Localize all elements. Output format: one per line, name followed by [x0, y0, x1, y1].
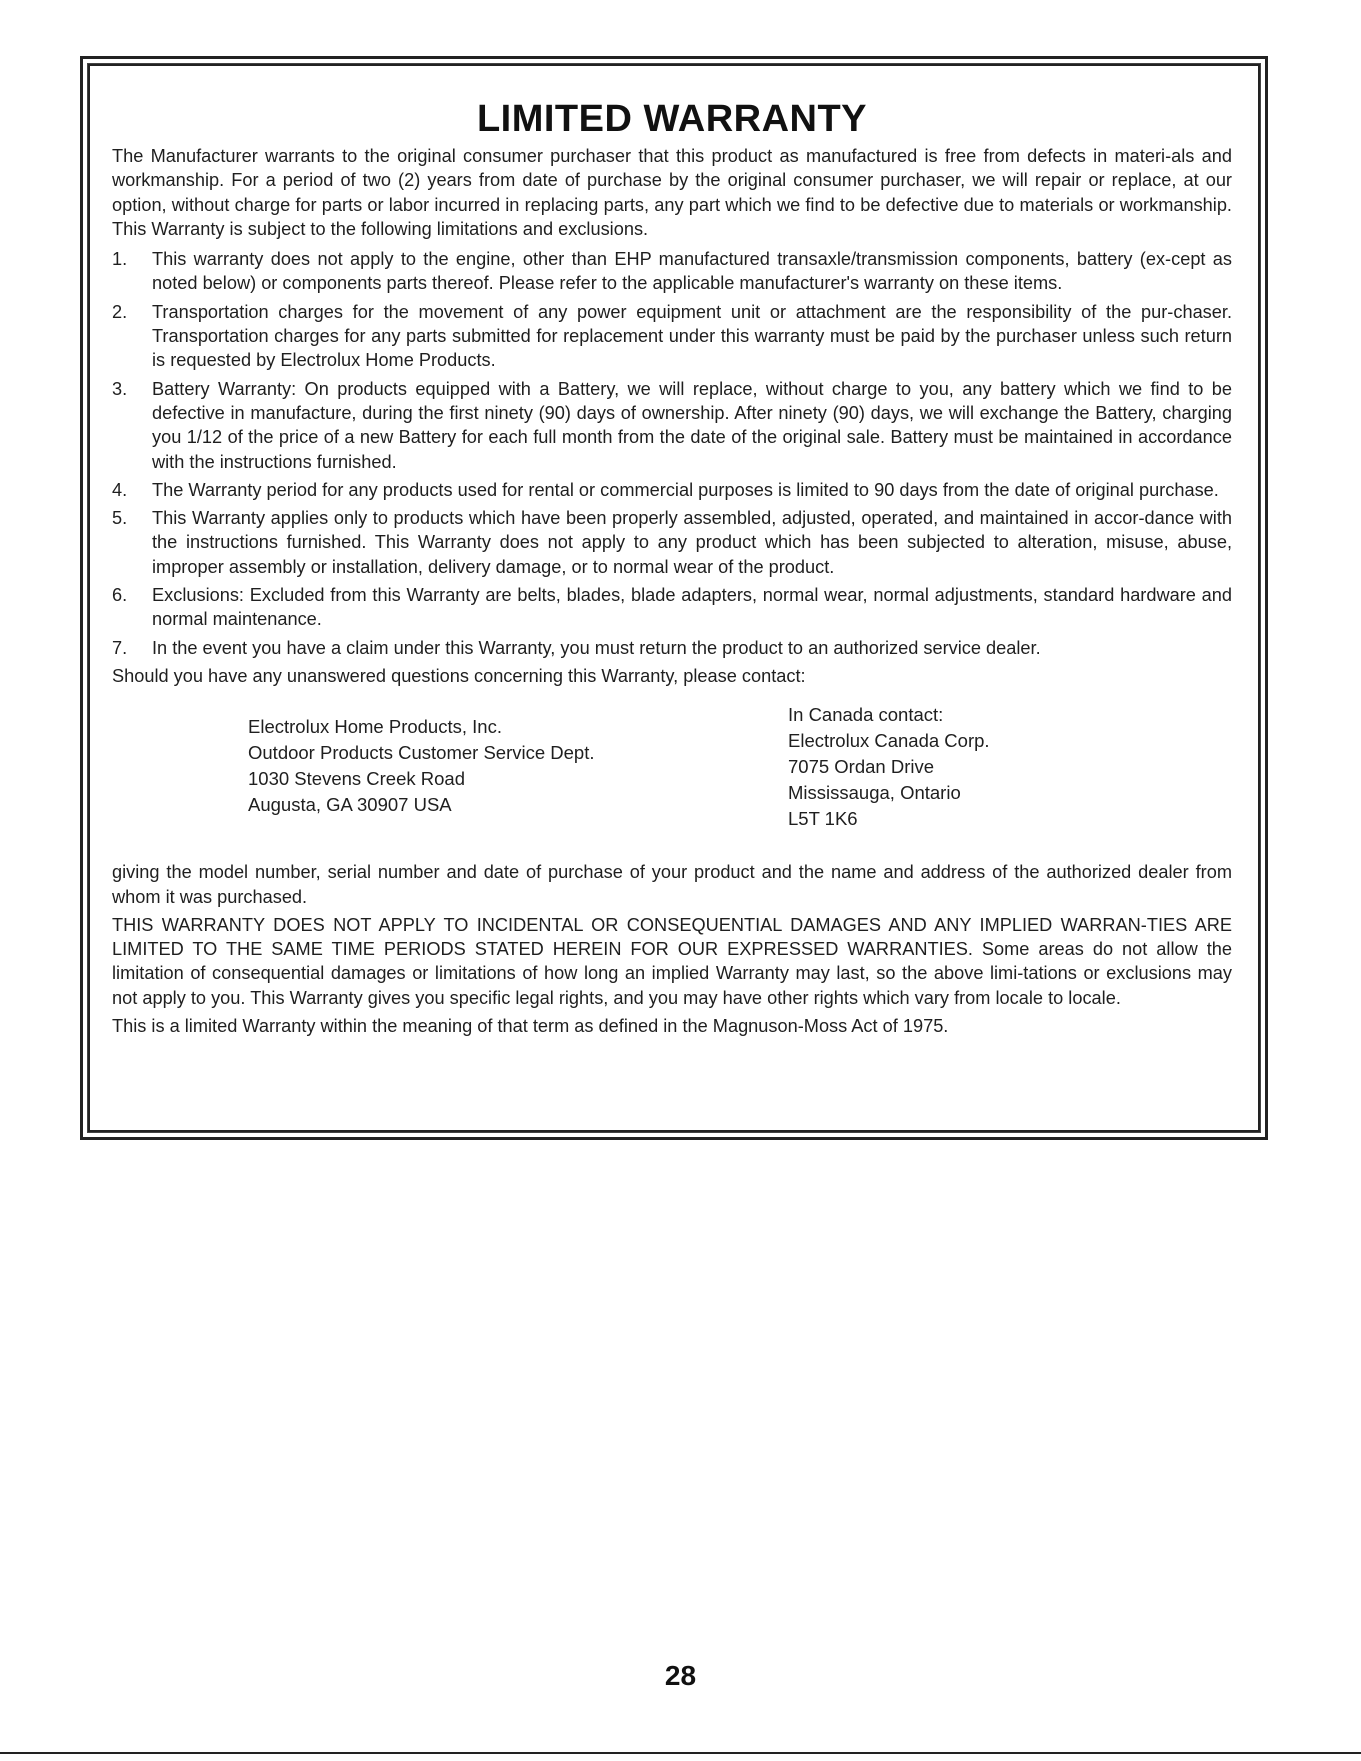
term-text: Exclusions: Excluded from this Warranty are belts, blades, blade adapters, normal wear, normal adjustments, standard hardware and normal maintenance. [152, 585, 1232, 630]
address-canada [788, 702, 990, 832]
bottom-rule [0, 1752, 1361, 1754]
address-line: Outdoor Products Customer Service Dept. [248, 742, 595, 764]
term-number: 3. [112, 378, 128, 399]
term-number: 7. [112, 637, 128, 658]
address-line: Mississauga, Ontario [788, 782, 961, 804]
warranty-content [112, 96, 1232, 1038]
terms-list [112, 247, 1232, 660]
term-item [112, 300, 1232, 373]
address-line: Electrolux Home Products, Inc. [248, 716, 502, 738]
term-text: Battery Warranty: On products equipped with a Battery, we will replace, without charge to you, any battery which we find to be defective in manufacture, during the first ninety (90) days of ownership. After ninety (90) days, we will exchange the Battery, charging you 1/12 of the price of a new Battery for each full month from the date of the original sale. Battery must be maintained in accordance with the instructions furnished. [152, 378, 1232, 472]
address-line: L5T 1K6 [788, 808, 858, 830]
term-number: 1. [112, 249, 128, 270]
term-text: Transportation charges for the movement of any power equipment unit or attachment are the responsibility of the pur-chaser. Transportation charges for any parts submitted for replacement under this warranty must be paid by the purchaser unless such return is requested by Electrolux Home Products. [152, 301, 1232, 371]
closing-paragraph: This is a limited Warranty within the meaning of that term as defined in the Magnuson-Moss Act of 1975. [112, 1016, 949, 1037]
address-heading: In Canada contact: [788, 704, 944, 726]
giving-paragraph: giving the model number, serial number and date of purchase of your product and the name and address of the authorized dealer from whom it was purchased. [112, 862, 1232, 907]
term-number: 2. [112, 301, 128, 322]
page-title: LIMITED WARRANTY [476, 98, 868, 140]
term-number: 4. [112, 479, 128, 500]
term-text: This Warranty applies only to products which have been properly assembled, adjusted, operated, and maintained in accor-dance with the instructions furnished. This Warranty does not apply to any product which has been subjected to alteration, misuse, abuse, improper assembly or installation, delivery damage, or to normal wear of the product. [152, 508, 1232, 577]
term-item [112, 636, 1232, 660]
address-line: 7075 Ordan Drive [788, 756, 935, 778]
contact-line: Should you have any unanswered questions concerning this Warranty, please contact: [112, 665, 806, 686]
address-line: Electrolux Canada Corp. [788, 730, 990, 752]
term-text: This warranty does not apply to the engine, other than EHP manufactured transaxle/transmission components, battery (ex-cept as noted below) or components parts thereof. Please refer to the applicable manufacturer's warranty on these items. [152, 249, 1232, 294]
term-item [112, 377, 1232, 474]
address-line: 1030 Stevens Creek Road [248, 768, 465, 790]
term-item [112, 478, 1232, 502]
page-number: 28 [664, 1660, 697, 1691]
term-item [112, 583, 1232, 632]
term-item [112, 506, 1232, 579]
address-usa [248, 714, 595, 818]
address-line: Augusta, GA 30907 USA [248, 794, 452, 816]
disclaimer-paragraph: THIS WARRANTY DOES NOT APPLY TO INCIDENTAL OR CONSEQUENTIAL DAMAGES AND ANY IMPLIED WARRAN-TIES ARE LIMITED TO THE SAME TIME PERIODS STATED HEREIN FOR OUR EXPRESSED WARRANTIES. Some areas do not allow the limitation of consequential damages or limitations of how long an implied Warranty may last, so the above limi-tations or exclusions may not apply to you. This Warranty gives you specific legal rights, and you may have other rights which vary from locale to locale. [112, 914, 1232, 1008]
term-text: The Warranty period for any products used for rental or commercial purposes is limited to 90 days from the date of original purchase. [152, 479, 1219, 500]
intro-paragraph: The Manufacturer warrants to the original consumer purchaser that this product as manufactured is free from defects in materi-als and workmanship. For a period of two (2) years from date of purchase by the original consumer purchaser, we will repair or replace, at our option, without charge for parts or labor incurred in replacing parts, any part which we find to be defective due to materials or workmanship. This Warranty is subject to the following limitations and exclusions. [112, 146, 1232, 239]
term-text: In the event you have a claim under this Warranty, you must return the product to an authorized service dealer. [152, 637, 1041, 658]
term-number: 5. [112, 508, 128, 529]
term-item [112, 247, 1232, 296]
contact-addresses [112, 702, 1232, 852]
term-number: 6. [112, 585, 128, 606]
